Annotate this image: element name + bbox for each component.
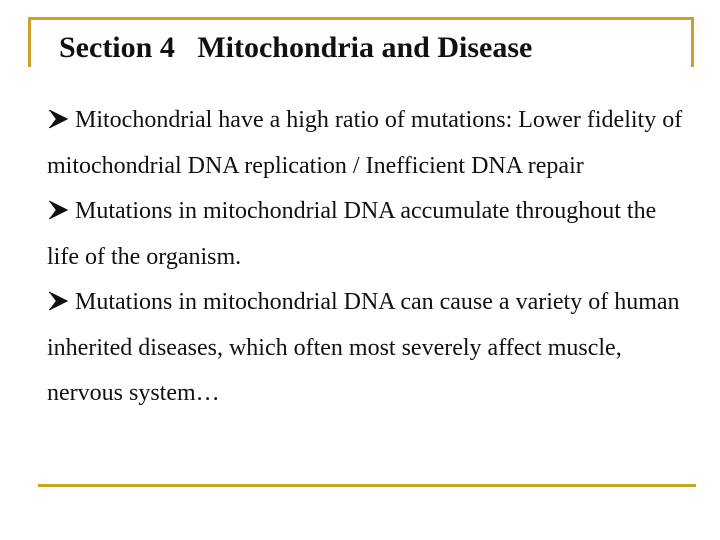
bullet-item: [47, 98, 687, 189]
arrow-bullet-icon: [47, 108, 69, 130]
bullet-item: [47, 280, 687, 417]
slide-title: Section 4 Mitochondria and Disease: [59, 31, 533, 64]
title-frame-left-border: [28, 17, 31, 67]
footer-divider-line: [38, 484, 696, 487]
title-frame-right-border: [691, 17, 694, 67]
title-frame-top-border: [28, 17, 694, 20]
arrow-bullet-icon: [47, 199, 69, 221]
slide-body: [47, 98, 687, 417]
bullet-text: Mutations in mitochondrial DNA can cause a variety of human inherited diseases, which often most severely affect muscle, nervous system…: [47, 289, 680, 406]
bullet-text: Mitochondrial have a high ratio of mutations: Lower fidelity of mitochondrial DNA replication / Inefficient DNA repair: [47, 107, 683, 179]
arrow-bullet-icon: [47, 290, 69, 312]
bullet-item: [47, 189, 687, 280]
bullet-text: Mutations in mitochondrial DNA accumulate throughout the life of the organism.: [47, 198, 657, 270]
